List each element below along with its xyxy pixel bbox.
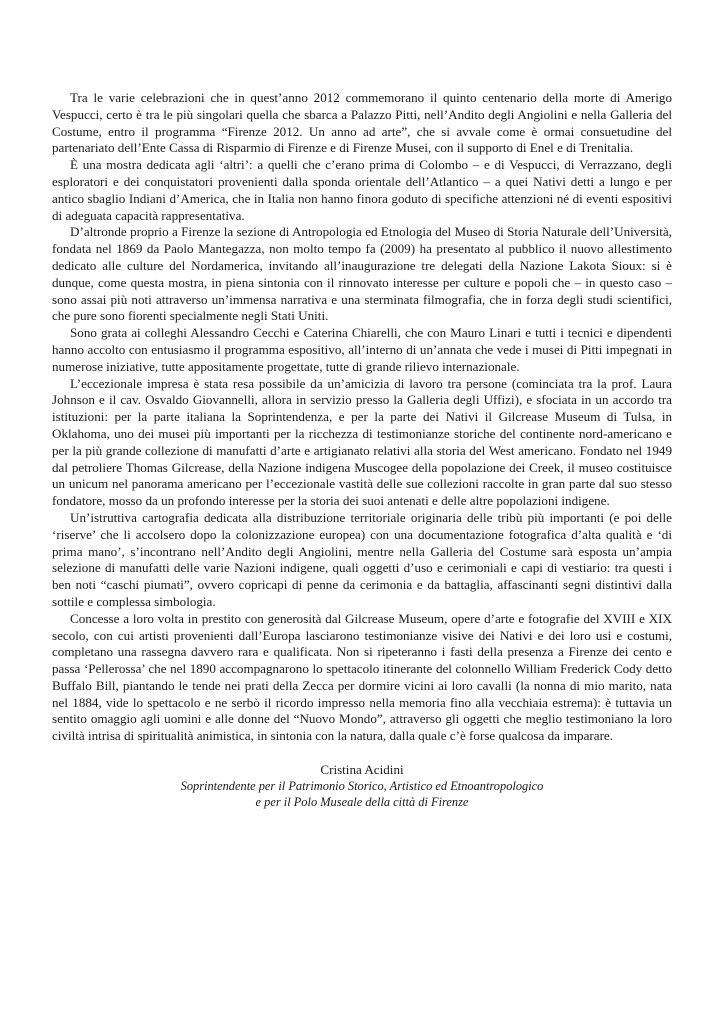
paragraph: D’altronde proprio a Firenze la sezione di Antropologia ed Etnologia del Museo di Storia Naturale dell’Università, fondata nel 1869 da Paolo Mantegazza, non molto tempo fa (2009) ha presentato al pubblico il nuovo allestimento dedicato alle culture del Nordamerica, invitando all’inaugurazione tre delegati della Nazione Lakota Sioux: si è dunque, come questa mostra, in piena sintonia con il rinnovato interesse per culture e popoli che – in questo caso – sono assai più noti attraverso un’immensa narrativa e una sterminata filmografia, che in forza degli studi scientifici, che pure sono fiorenti specialmente negli Stati Uniti. — [52, 224, 672, 324]
signature-block — [52, 761, 672, 810]
paragraph: Sono grata ai colleghi Alessandro Cecchi e Caterina Chiarelli, che con Mauro Linari e tutti i tecnici e dipendenti hanno accolto con entusiasmo il programma espositivo, all’interno di un’annata che vede i musei di Pitti impegnati in numerose iniziative, tutte appositamente progettate, tutte di grande rilievo internazionale. — [52, 325, 672, 374]
paragraph: È una mostra dedicata agli ‘altri’: a quelli che c’erano prima di Colombo – e di Vespucci, di Verrazzano, degli esploratori e dei conquistatori provenienti dalla sponda orientale dell’Atlantico – a quei Nativi detti a lungo e per antico sbaglio Indiani d’America, che in Italia non hanno finora goduto di specifiche attenzioni né di eventi espositivi di adeguata capacità rappresentativa. — [52, 157, 672, 223]
signature-role-line-2: e per il Polo Museale della città di Firenze — [255, 795, 469, 810]
paragraph: Concesse a loro volta in prestito con generosità dal Gilcrease Museum, opere d’arte e fotografie del XVIII e XIX secolo, con cui artisti provenienti dall’Europa lasciarono testimonianze visive dei Nativi e dei loro usi e costumi, completano una rassegna davvero rara e qualificata. Non si ripeteranno i fasti della presenza a Firenze dei cento e passa ‘Pellerossa’ che nel 1890 accompagnarono lo spettacolo itinerante del colonnello William Frederick Cody detto Buffalo Bill, piantando le tende nei prati della Zecca per dormire vicini ai loro cavalli (la nonna di mio marito, nata nel 1884, vide lo spettacolo e ne serbò il ricordo impresso nella memoria fino alla vecchiaia estrema): è tuttavia un sentito omaggio agli uomini e alle donne del “Nuovo Mondo”, attraverso gli oggetti che meglio testimoniano la loro civiltà intrisa di spiritualità animistica, in sintonia con la natura, dalla quale c’è forse qualcosa da imparare. — [52, 610, 672, 744]
signature-name: Cristina Acidini — [320, 762, 404, 778]
paragraph: Tra le varie celebrazioni che in quest’anno 2012 commemorano il quinto centenario della morte di Amerigo Vespucci, certo è tra le più singolari quella che sbarca a Palazzo Pitti, nell’Andito degli Angiolini e nella Galleria del Costume, entro il programma “Firenze 2012. Un anno ad arte”, che si avvale come è ormai consuetudine del partenariato dell’Ente Cassa di Risparmio di Firenze e di Firenze Musei, con il supporto di Enel e di Trenitalia. — [52, 90, 672, 156]
document-page — [52, 90, 672, 810]
paragraph: L’eccezionale impresa è stata resa possibile da un’amicizia di lavoro tra persone (cominciata tra la prof. Laura Johnson e il cav. Osvaldo Giovannelli, allora in servizio presso la Galleria degli Uffizi), e sfociata in un accordo tra istituzioni: per la parte italiana la Soprintendenza, e per la parte dei Nativi il Gilcrease Museum di Tulsa, in Oklahoma, uno dei musei più importanti per la ricchezza di testimonianze storiche del continente nord-americano e per la più grande collezione di manufatti d’arte e artigianato relativi alla storia del West americano. Fondato nel 1949 dal petroliere Thomas Gilcrease, della Nazione indigena Muscogee della popolazione dei Creek, il museo costituisce un unicum nel panorama americano per l’eccezionale vastità delle sue collezioni raccolte in gran parte dal suo stesso fondatore, mosso da un profondo interesse per la storia dei suoi antenati e delle altre popolazioni indigene. — [52, 375, 672, 509]
signature-role-line-1: Soprintendente per il Patrimonio Storico, Artistico ed Etnoantropologico — [180, 779, 544, 794]
paragraph: Un’istruttiva cartografia dedicata alla distribuzione territoriale originaria delle tribù più importanti (e poi delle ‘riserve’ che li accolsero dopo la colonizzazione europea) con una documentazione fotografica d’alta qualità e ‘di prima mano’, s’incontrano nell’Andito degli Angiolini, mentre nella Galleria del Costume sarà esposta un’ampia selezione di manufatti delle varie Nazioni indigene, quali oggetti d’uso e cerimoniali e capi di vestiario: tra questi i ben noti “caschi piumati”, ovvero copricapi di penne da cerimonia e da battaglia, affascinanti segni distintivi dalla sottile e complessa simbologia. — [52, 509, 672, 609]
